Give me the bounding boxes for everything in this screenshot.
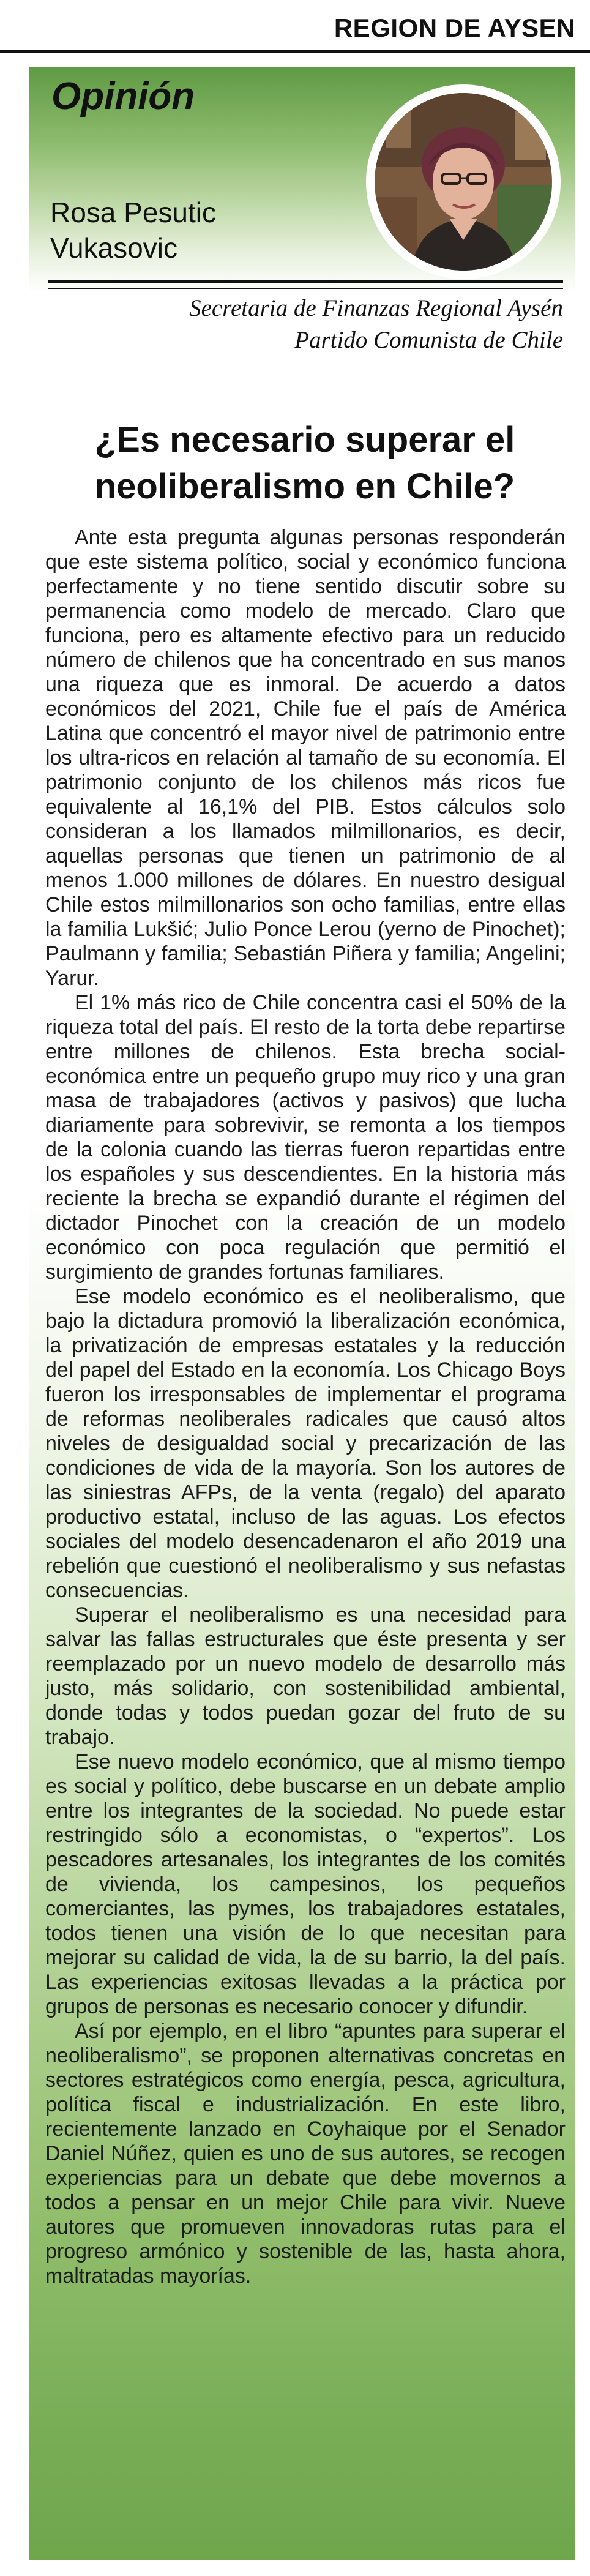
header-rule [0, 50, 590, 53]
article-paragraph: Ese modelo económico es el neoliberalismo, que bajo la dictadura promovió la liberalización económica, la privatización de empresas estatales y la reducción del papel del Estado en la economía. Los Chicago Boys fueron los irresponsables de implementar el programa de reformas neoliberales radicales que causó altos niveles de desigualdad social y precarización de las condiciones de vida de la mayoría. Son los autores de las siniestras AFPs, de la venta (regalo) del aparato productivo estatal, incluso de las aguas. Los efectos sociales del modelo desencadenaron el año 2019 una rebelión que cuestionó el neoliberalismo y sus nefastas consecuencias. [45, 1285, 566, 1602]
byline-rule-thin [48, 288, 563, 289]
author-photo [375, 93, 552, 271]
affiliation-line-2: Partido Comunista de Chile [294, 327, 563, 353]
byline-rule-thick [48, 280, 563, 283]
article-title-line-2: neoliberalismo en Chile? [94, 466, 515, 506]
article-paragraph: Ante esta pregunta algunas personas responderán que este sistema político, social y económico funciona perfectamente y no tiene sentido discutir sobre su permanencia como modelo de mercado. Claro que funciona, pero es altamente efectivo para un reducido número de chilenos que ha concentrado en sus manos una riqueza que es inmoral. De acuerdo a datos económicos del 2021, Chile fue el país de América Latina que concentró el mayor nivel de patrimonio entre los ultra-ricos en relación al tamaño de su economía. El patrimonio conjunto de los chilenos más ricos fue equivalente al 16,1% del PIB. Estos cálculos solo consideran a los llamados milmillonarios, es decir, aquellas personas que tienen un patrimonio de al menos 1.000 millones de dólares. En nuestro desigual Chile estos milmillonarios son ocho familias, entre ellas la familia Lukšić; Julio Ponce Lerou (yerno de Pinochet); Paulmann y familia; Sebastián Piñera y familia; Angelini; Yarur. [45, 526, 566, 990]
article-paragraph: Ese nuevo modelo económico, que al mismo tiempo es social y político, debe buscarse en un debate amplio entre los integrantes de la sociedad. No puede estar restringido sólo a economistas, o “expertos”. Los pescadores artesanales, los integrantes de los comités de vivienda, los campesinos, los pequeños comerciantes, las pymes, los trabajadores estatales, todos tienen una visión de lo que necesitan para mejorar su calidad de vida, la de su barrio, la del país. Las experiencias exitosas llevadas a la práctica por grupos de personas es necesario conocer y difundir. [45, 1750, 566, 2018]
article-body [45, 525, 566, 2288]
article-paragraph: Superar el neoliberalismo es una necesidad para salvar las fallas estructurales que éste presenta y ser reemplazado por un nuevo modelo de desarrollo más justo, más solidario, con sostenibilidad ambiental, donde todas y todos puedan gozar del fruto de su trabajo. [45, 1603, 566, 1749]
article-paragraph: Así por ejemplo, en el libro “apuntes para superar el neoliberalismo”, se proponen alternativas concretas en sectores estratégicos como energía, pesca, agricultura, política fiscal e industrialización. En este libro, recientemente lanzado en Coyhaique por el Senador Daniel Núñez, quien es uno de sus autores, se recogen experiencias para un debate que debe movernos a todos a pensar en un mejor Chile para vivir. Nueve autores que promueven innovadoras rutas para el progreso armónico y sostenible de las, hasta ahora, maltratadas mayorías. [45, 2020, 566, 2288]
section-tag: REGION DE AYSEN [334, 13, 575, 42]
author-affiliation [189, 293, 563, 356]
affiliation-line-1: Secretaria de Finanzas Regional Aysén [189, 295, 563, 321]
author-name-line-2: Vukasovic [50, 232, 177, 264]
author-name [50, 195, 216, 266]
article-title [43, 417, 567, 510]
article-paragraph: El 1% más rico de Chile concentra casi el 50% de la riqueza total del país. El resto de la torta debe repartirse entre millones de chilenos. Esta brecha social-económica entre un pequeño grupo muy rico y una gran masa de trabajadores (activos y pasivos) que lucha diariamente para sobrevivir, se remonta a los tiempos de la colonia cuando las tierras fueron repartidas entre los españoles y sus descendientes. En la historia más reciente la brecha se expandió durante el régimen del dictador Pinochet con la creación de un modelo económico con poca regulación que permitió el surgimiento de grandes fortunas familiares. [45, 991, 566, 1284]
article-title-line-1: ¿Es necesario superar el [94, 419, 515, 460]
opinion-label: Opinión [51, 75, 195, 118]
author-name-line-1: Rosa Pesutic [50, 197, 217, 228]
